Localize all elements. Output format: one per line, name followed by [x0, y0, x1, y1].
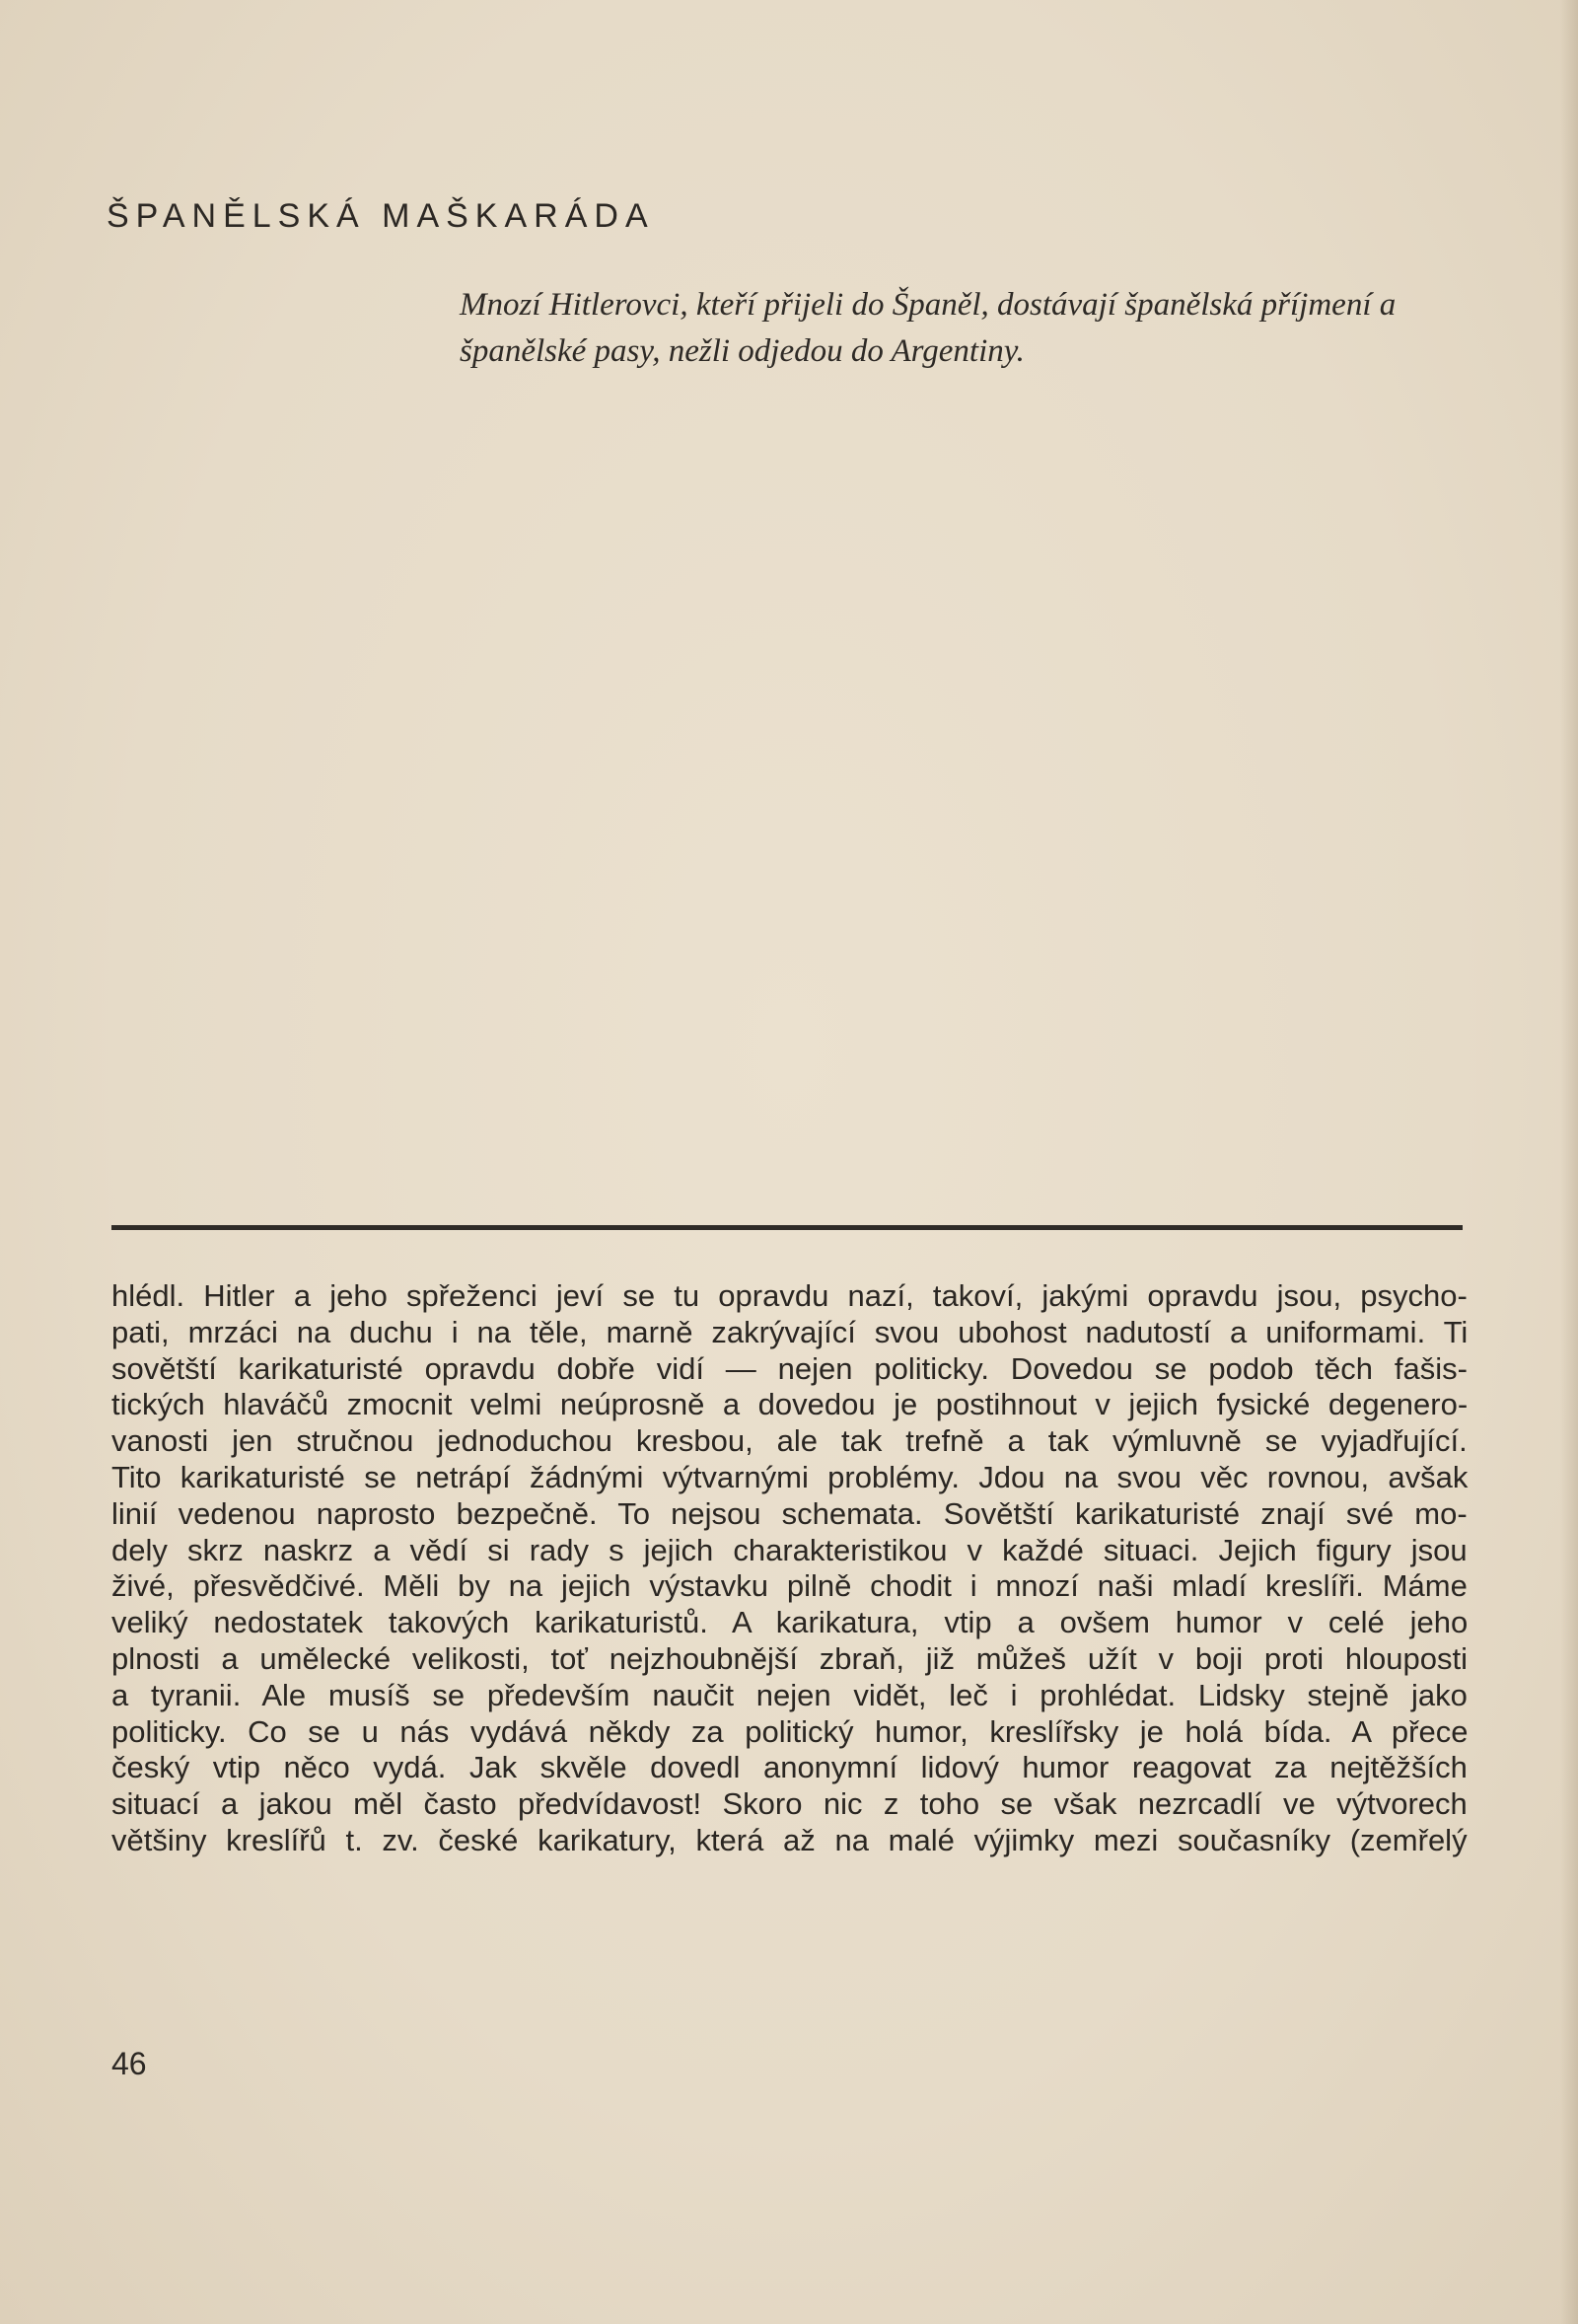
body-line: český vtip něco vydá. Jak skvěle dovedl anonymní lidový humor reagovat za nejtěžších	[111, 1750, 1468, 1785]
body-line: situací a jakou měl často předvídavost! Skoro nic z toho se však nezrcadlí ve výtvorech	[111, 1786, 1468, 1822]
body-line: hlédl. Hitler a jeho spřeženci jeví se tu opravdu nazí, takoví, jakými opravdu jsou, psycho-	[111, 1278, 1468, 1313]
body-line: politicky. Co se u nás vydává někdy za politický humor, kreslířsky je holá bída. A přece	[111, 1713, 1469, 1749]
body-line: a tyranii. Ale musíš se především naučit nejen vidět, leč i prohlédat. Lidsky stejně jako	[111, 1677, 1468, 1712]
body-line: veliký nedostatek takových karikaturistů. A karikatura, vtip a ovšem humor v celé jeho	[111, 1605, 1469, 1640]
chapter-title: ŠPANĚLSKÁ MAŠKARÁDA	[107, 197, 655, 235]
body-line: Tito karikaturisté se netrápí žádnými výtvarnými problémy. Jdou na svou věc rovnou, avšak	[111, 1459, 1469, 1494]
body-text	[111, 1278, 1468, 1859]
body-line: většiny kreslířů t. zv. české karikatury, která až na malé výjimky mezi současníky (zemřelý	[111, 1822, 1468, 1857]
body-line: pati, mrzáci na duchu i na těle, marně zakrývající svou ubohost nadutostí a uniformami. Ti	[111, 1314, 1469, 1349]
body-line: plnosti a umělecké velikosti, toť nejzhoubnější zbraň, již můžeš užít v boji proti hlouposti	[111, 1640, 1469, 1676]
blank-illustration-area	[111, 365, 1463, 1223]
epigraph-line: španělské pasy, nežli odjedou do Argentiny.	[460, 333, 1025, 369]
page-edge-shadow	[1560, 0, 1578, 2324]
body-line: vanosti jen stručnou jednoduchou kresbou, ale tak trefně a tak výmluvně se vyjadřující.	[111, 1423, 1468, 1459]
body-line: linií vedenou naprosto bezpečně. To nejsou schemata. Sovětští karikaturisté znají své mo-	[111, 1495, 1468, 1531]
body-line: dely skrz naskrz a vědí si rady s jejich charakteristikou v každé situaci. Jejich figury jsou	[111, 1532, 1468, 1567]
body-line: sovětští karikaturisté opravdu dobře vidí — nejen politicky. Dovedou se podob těch fašis-	[111, 1350, 1468, 1386]
page-number: 46	[111, 2046, 147, 2081]
body-line: tických hlaváčů zmocnit velmi neúprosně a dovedou je postihnout v jejich fysické degenero-	[111, 1387, 1469, 1422]
body-line: živé, přesvědčivé. Měli by na jejich výstavku pilně chodit i mnozí naši mladí kreslíři. Máme	[111, 1568, 1468, 1604]
epigraph-line: Mnozí Hitlerovci, kteří přijeli do Španěl, dostávají španělská příjmení a	[460, 287, 1397, 323]
horizontal-rule	[111, 1225, 1463, 1230]
epigraph	[460, 282, 1475, 375]
